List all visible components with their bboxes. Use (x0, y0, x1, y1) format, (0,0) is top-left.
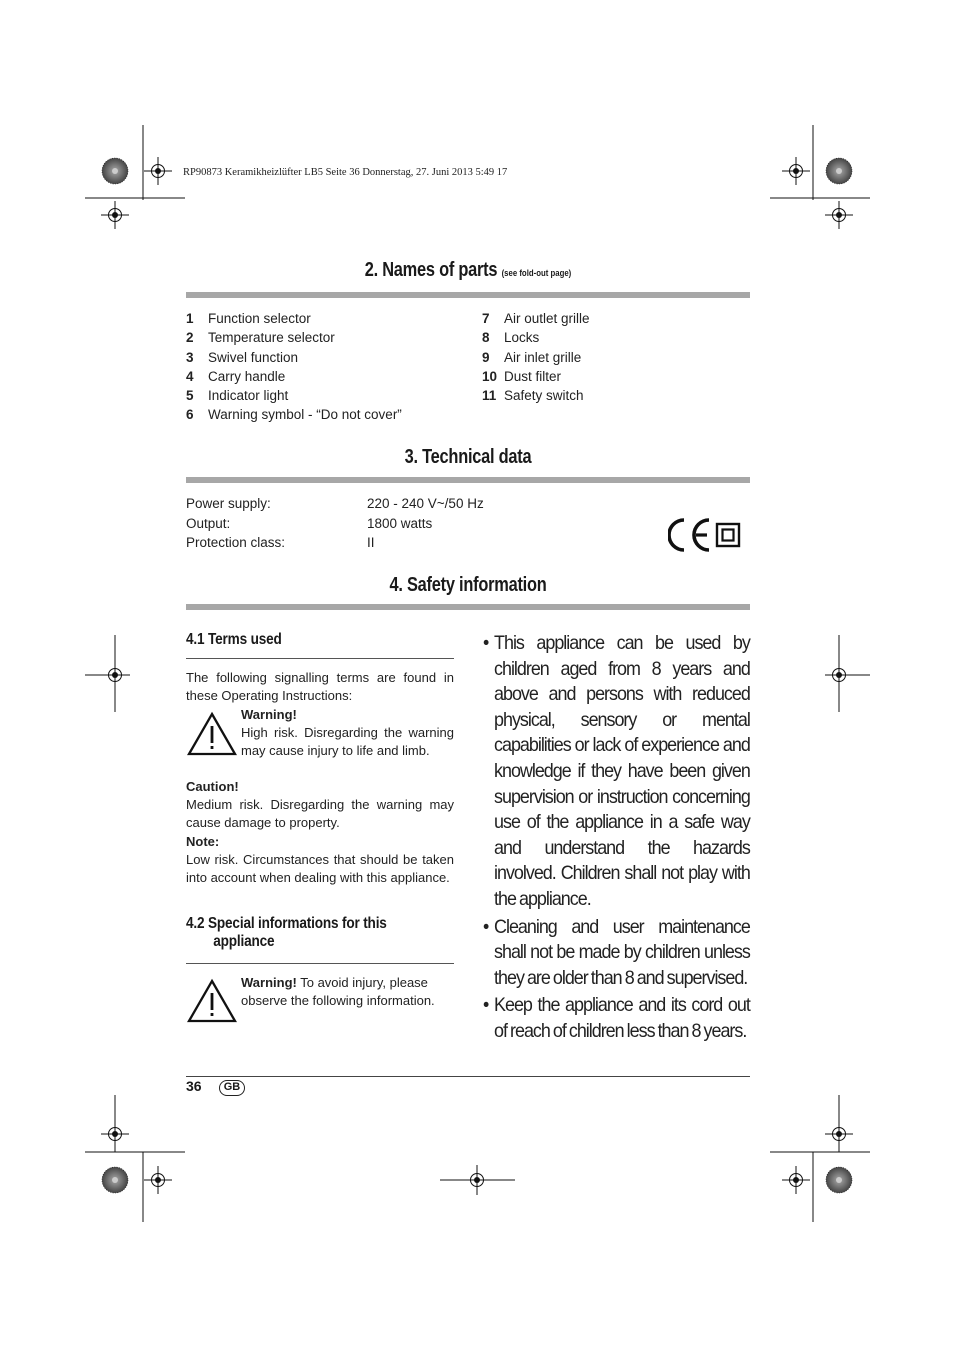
table-row: Output: 1800 watts (186, 515, 433, 531)
ce-class-ii-mark-icon (668, 517, 742, 553)
heading-note: (see fold-out page) (501, 268, 572, 279)
section-divider-bar (186, 604, 750, 610)
country-badge: GB (219, 1080, 245, 1096)
page-number: 36 (186, 1078, 202, 1094)
safety-information-heading: 4. Safety information (389, 574, 547, 596)
terms-used-heading: 4.1 Terms used (186, 631, 282, 648)
list-item: 1 Function selector (186, 311, 311, 326)
warning-label: Warning! (241, 975, 297, 990)
table-row: Protection class: II (186, 535, 375, 550)
safety-bullets (483, 631, 750, 1045)
list-item: 10 Dust filter (482, 368, 562, 384)
list-item: 6 Warning symbol - “Do not cover” (186, 407, 402, 423)
note-definition (186, 833, 454, 887)
section-divider-bar (186, 477, 750, 483)
parts-list-left (186, 309, 402, 425)
list-item: • This appliance can be used by children aged from 8 years and above and persons with reduced physical, sensory or mental capabilities or lack of experience and knowledge if they have been given supervision or instruction concerning use of the appliance in a safe way and understand the hazards involved. Children shall not play with the appliance. (483, 632, 750, 910)
note-label: Note: (186, 834, 220, 849)
color-target-icon (102, 158, 128, 184)
caution-text: Medium risk. Disregarding the warning may cause damage to property. (186, 797, 454, 830)
caution-label: Caution! (186, 779, 239, 794)
list-item: • Keep the appliance and its cord out of reach of children less than 8 years. (483, 994, 750, 1042)
warning-label: Warning! (241, 707, 297, 722)
list-item: 4 Carry handle (186, 368, 286, 384)
technical-data-table (186, 494, 484, 553)
special-info-heading: 4.2 Special informations for this appliance (186, 915, 387, 950)
color-target-icon (826, 1167, 852, 1193)
table-row: Power supply: 220 - 240 V~/50 Hz (186, 496, 484, 511)
special-warning (241, 974, 454, 1010)
list-item: 7 Air outlet grille (482, 311, 590, 326)
warning-text: High risk. Disregarding the warning may cause injury to life and limb. (241, 725, 454, 758)
footer-rule (186, 1076, 750, 1077)
warning-triangle-icon (187, 711, 237, 756)
technical-data-heading: 3. Technical data (404, 446, 532, 468)
list-item: 8 Locks (482, 330, 540, 346)
heading-text: 2. Names of parts (364, 259, 498, 281)
list-item: 9 Air inlet grille (482, 349, 582, 365)
section-divider-bar (186, 292, 750, 298)
caution-definition (186, 778, 454, 832)
list-item: 2 Temperature selector (186, 330, 335, 346)
list-item: 3 Swivel function (186, 349, 299, 365)
subsection-rule (186, 963, 454, 964)
list-item: 5 Indicator light (186, 388, 289, 404)
warning-triangle-icon (187, 978, 237, 1023)
terms-intro: The following signalling terms are found in these Operating Instructions: (186, 670, 454, 703)
note-text: Low risk. Circumstances that should be taken into account when dealing with this appliance. (186, 852, 454, 885)
warning-definition (241, 706, 454, 760)
subsection-rule (186, 658, 454, 659)
parts-list-right (482, 309, 590, 405)
color-target-icon (102, 1167, 128, 1193)
list-item: 11 Safety switch (482, 388, 584, 404)
color-target-icon (826, 158, 852, 184)
printer-info-line: RP90873 Keramikheizlüfter LB5 Seite 36 Donnerstag, 27. Juni 2013 5:49 17 (183, 167, 508, 178)
warning-text: To avoid injury, please observe the following information. (241, 975, 435, 1008)
names-of-parts-heading (237, 259, 699, 282)
list-item: • Cleaning and user maintenance shall not be made by children unless they are older than 8 and supervised. (483, 915, 750, 989)
